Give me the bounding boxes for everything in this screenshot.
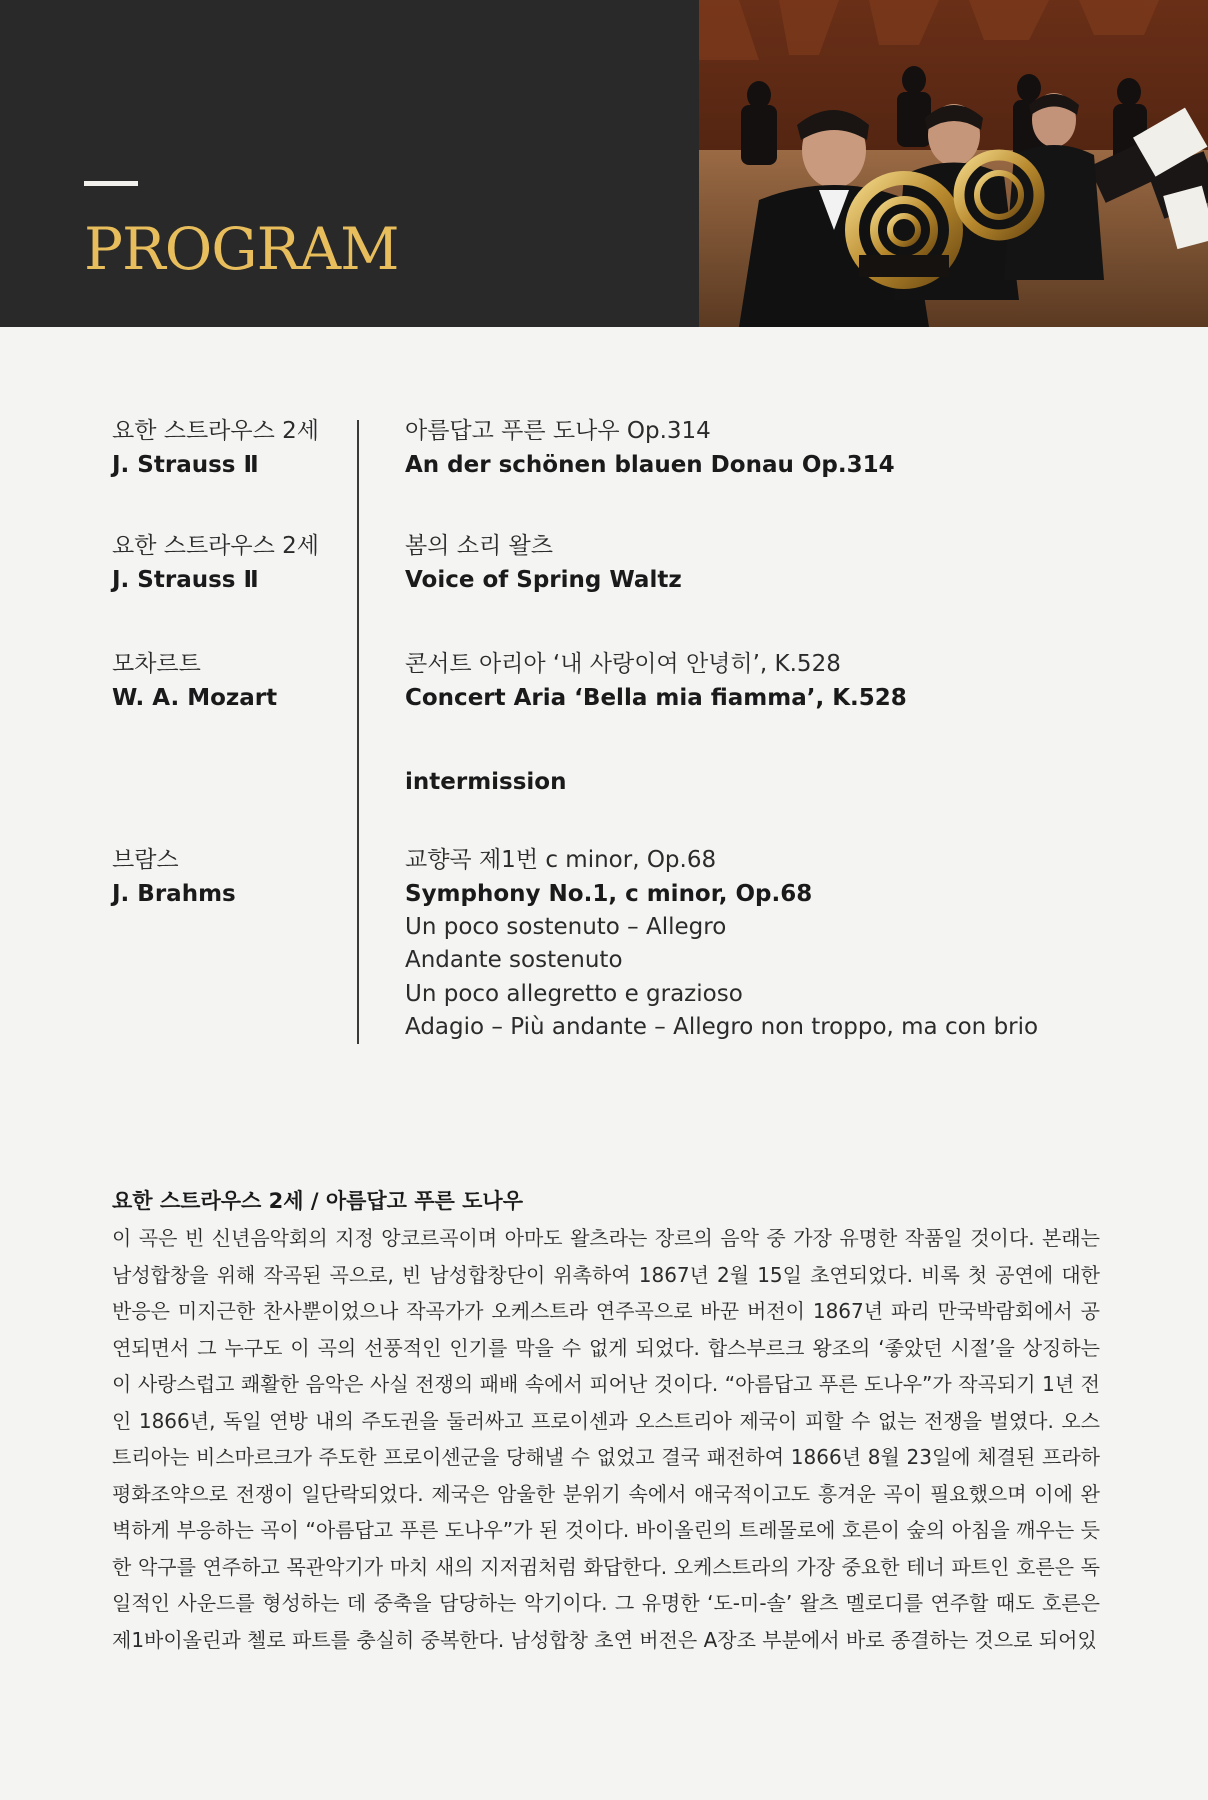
movement: Adagio – Più andante – Allegro non troppo, ma con brio (405, 1014, 1039, 1040)
program-notes (112, 1186, 1100, 1658)
composer-ko: 요한 스트라우스 2세 (112, 533, 319, 559)
work-title-en: Symphony No.1, c minor, Op.68 (405, 881, 813, 907)
program-divider (357, 420, 359, 1044)
work-title-ko: 아름답고 푸른 도나우 Op.314 (405, 418, 711, 444)
composer-en: J. Strauss Ⅱ (112, 567, 259, 593)
page-title: PROGRAM (84, 215, 399, 283)
work-title-ko: 콘서트 아리아 ‘내 사랑이여 안녕히’, K.528 (405, 651, 841, 677)
notes-title: 요한 스트라우스 2세 / 아름답고 푸른 도나우 (112, 1189, 524, 1213)
composer-ko: 모차르트 (112, 651, 201, 677)
intermission-label: intermission (405, 769, 567, 795)
movement: Un poco sostenuto – Allegro (405, 914, 727, 940)
movement: Andante sostenuto (405, 947, 623, 973)
composer-en: J. Strauss Ⅱ (112, 452, 259, 478)
composer-ko: 요한 스트라우스 2세 (112, 418, 319, 444)
notes-body: 이 곡은 빈 신년음악회의 지정 앙코르곡이며 아마도 왈츠라는 장르의 음악 중 가장 유명한 작품일 것이다. 본래는 남성합창을 위해 작곡된 곡으로, 빈 남성합창단이 위촉하여 1867년 2월 15일 초연되었다. 비록 첫 공연에 대한 반응은 미지근한 찬사뿐이었으나 작곡가가 오케스트라 연주곡으로 바꾼 버전이 1867년 파리 만국박람회에서 공연되면서 그 누구도 이 곡의 선풍적인 인기를 막을 수 없게 되었다. 합스부르크 왕조의 ‘좋았던 시절’을 상징하는 이 사랑스럽고 쾌활한 음악은 사실 전쟁의 패배 속에서 피어난 것이다. “아름답고 푸른 도나우”가 작곡되기 1년 전인 1866년, 독일 연방 내의 주도권을 둘러싸고 프로이센과 오스트리아 제국이 피할 수 없는 전쟁을 벌였다. 오스트리아는 비스마르크가 주도한 프로이센군을 당해낼 수 없었고 결국 패전하여 1866년 8월 23일에 체결된 프라하 평화조약으로 전쟁이 일단락되었다. 제국은 암울한 분위기 속에서 애국적이고도 흥겨운 곡이 필요했으며 이에 완벽하게 부응하는 곡이 “아름답고 푸른 도나우”가 된 것이다. 바이올린의 트레몰로에 호른이 숲의 아침을 깨우는 듯한 악구를 연주하고 목관악기가 마치 새의 지저귐처럼 화답한다. 오케스트라의 가장 중요한 테너 파트인 호른은 독일적인 사운드를 형성하는 데 중축을 담당하는 악기이다. 그 유명한 ‘도-미-솔’ 왈츠 멜로디를 연주할 때도 호른은 제1바이올린과 첼로 파트를 충실히 중복한다. 남성합창 초연 버전은 A장조 부분에서 바로 종결하는 것으로 되어있 (112, 1226, 1100, 1652)
work-title-en: An der schönen blauen Donau Op.314 (405, 452, 895, 478)
work-title-en: Voice of Spring Waltz (405, 567, 682, 593)
composer-en: W. A. Mozart (112, 685, 278, 711)
work-title-en: Concert Aria ‘Bella mia fiamma’, K.528 (405, 685, 907, 711)
movement: Un poco allegretto e grazioso (405, 981, 743, 1007)
composer-en: J. Brahms (112, 881, 236, 907)
work-title-ko: 교향곡 제1번 c minor, Op.68 (405, 847, 717, 873)
work-title-ko: 봄의 소리 왈츠 (405, 533, 553, 559)
composer-ko: 브람스 (112, 847, 179, 873)
